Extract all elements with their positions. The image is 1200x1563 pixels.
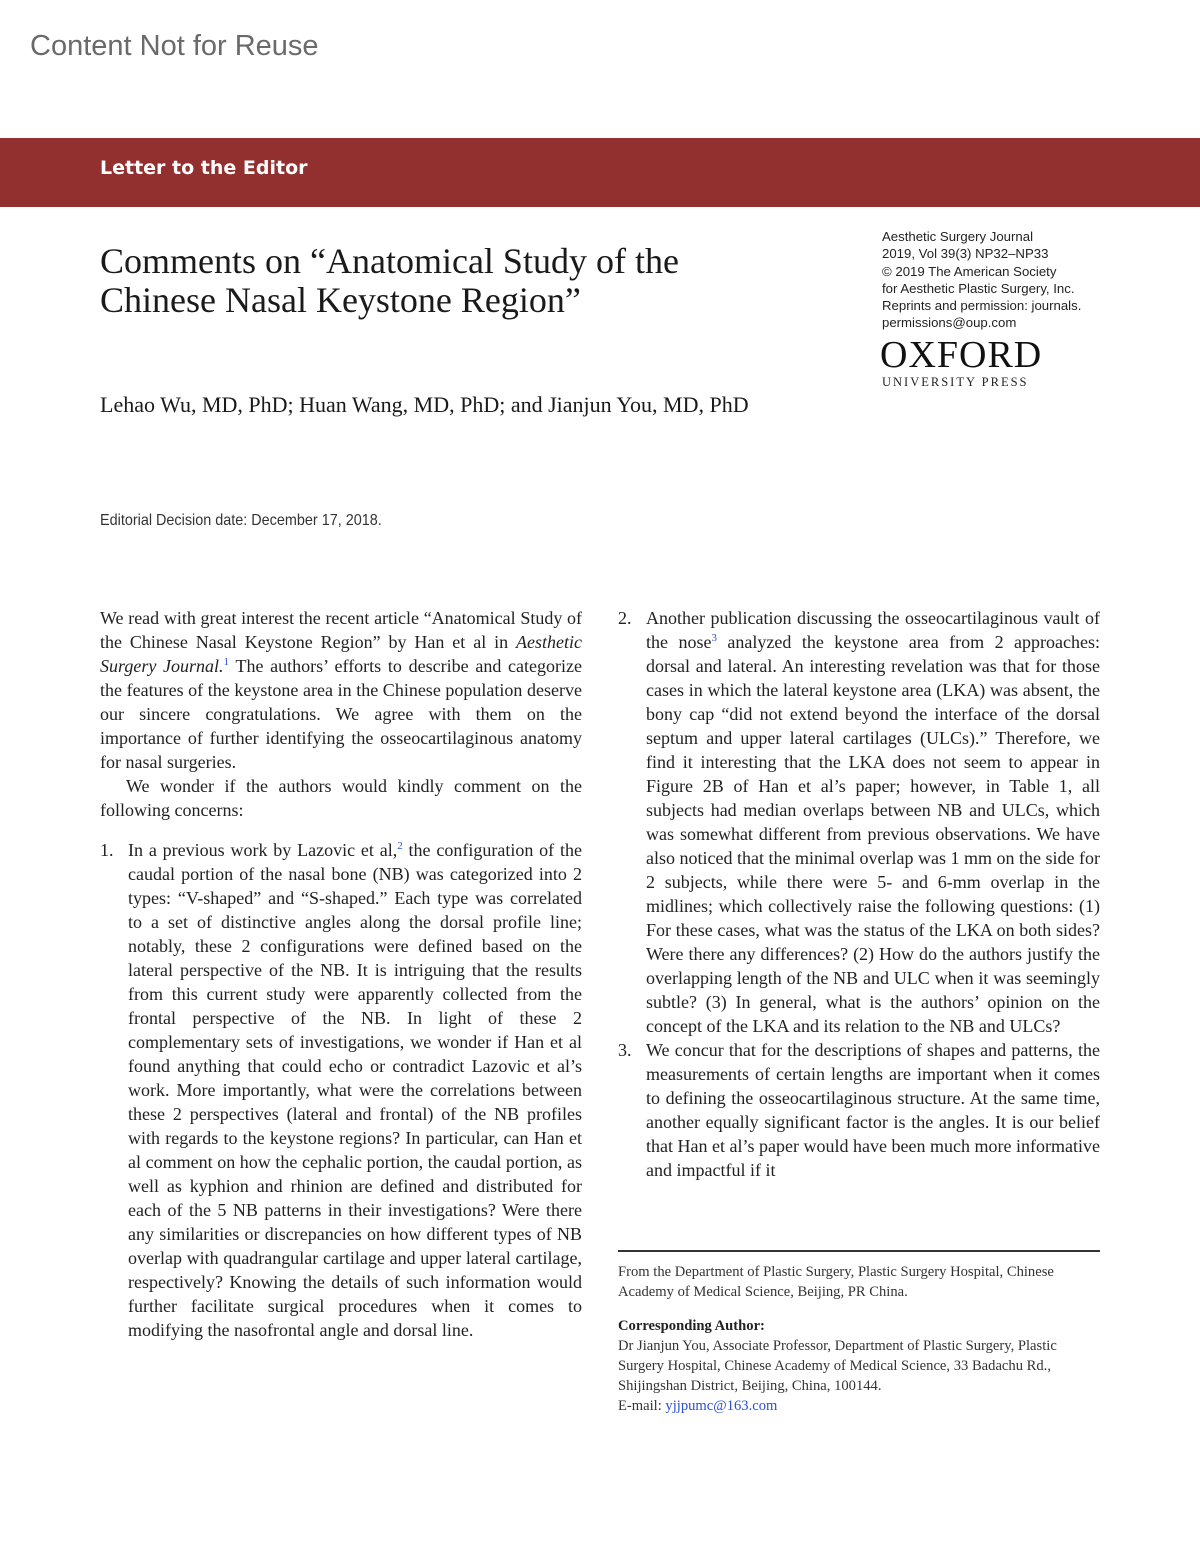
paragraph: We wonder if the authors would kindly comment on the following concerns: — [100, 776, 582, 820]
text: The authors’ efforts to describe and categorize the features of the keystone area in the Chinese population deserve our sincere congratulations. We agree with them on the importance of further identifying the osseocartilaginous anatomy for nasal surgeries. — [100, 656, 582, 772]
decision-date: Editorial Decision date: December 17, 2018. — [100, 512, 382, 529]
meta-line: Reprints and permission: journals. — [882, 298, 1082, 314]
paragraph — [100, 606, 582, 774]
left-column — [100, 606, 582, 1342]
authors: Lehao Wu, MD, PhD; Huan Wang, MD, PhD; and Jianjun You, MD, PhD — [100, 392, 749, 417]
watermark: Content Not for Reuse — [30, 30, 319, 62]
text: We read with great interest the recent article “Anatomical Study of the Chinese Nasal Keystone Region” by Han et al in — [100, 608, 582, 652]
corresponding-label: Corresponding Author: — [618, 1318, 765, 1334]
article-title — [100, 242, 820, 320]
list-item — [618, 1038, 1100, 1182]
corresponding-author: Dr Jianjun You, Associate Professor, Department of Plastic Surgery, Plastic Surgery Hospital, Chinese Academy of Medical Science, 33 Badachu Rd., Shijingshan District, Beijing, China, 100144. — [618, 1338, 1057, 1394]
list-number: 3. — [618, 1040, 632, 1060]
meta-line: © 2019 The American Society — [882, 263, 1057, 279]
section-label: Letter to the Editor — [100, 157, 308, 179]
affiliation: From the Department of Plastic Surgery, Plastic Surgery Hospital, Chinese Academy of Medical Science, Beijing, PR China. — [618, 1264, 1054, 1300]
reference-link[interactable]: 3 — [711, 632, 717, 644]
reference-link[interactable]: 1 — [223, 656, 230, 668]
text: We concur that for the descriptions of shapes and patterns, the measurements of certain lengths are important when it comes to defining the osseocartilaginous structure. At the same time, another equally significant factor is the angles. It is our belief that Han et al’s paper would have been much more informative and impactful if it — [646, 1040, 1100, 1180]
list-item — [618, 606, 1100, 1038]
list-item — [100, 838, 582, 1342]
oup-logo-sub: UNIVERSITY PRESS — [882, 375, 1029, 389]
journal-meta — [882, 228, 1081, 332]
text: In a previous work by Lazovic et al, — [128, 840, 398, 860]
footnote — [618, 1250, 1100, 1416]
oxford-logo: OXFORD — [880, 334, 1043, 376]
meta-line: permissions@oup.com — [882, 315, 1017, 331]
email-label: E-mail: — [618, 1398, 666, 1414]
section-band — [0, 138, 1200, 207]
text: Another publication discussing the osseocartilaginous vault of the nose — [646, 608, 1100, 652]
right-column — [618, 606, 1100, 1182]
email-link[interactable]: yjjpumc@163.com — [665, 1398, 778, 1414]
journal-name: Aesthetic Surgery Journal. — [100, 632, 582, 676]
meta-line: 2019, Vol 39(3) NP32–NP33 — [882, 246, 1049, 262]
reference-link[interactable]: 2 — [397, 840, 403, 852]
meta-line: for Aesthetic Plastic Surgery, Inc. — [882, 280, 1075, 296]
meta-line: Aesthetic Surgery Journal — [882, 229, 1033, 244]
text: the configuration of the caudal portion of the nasal bone (NB) was categorized into 2 types: “V-shaped” and “S-shaped.” Each type was correlated to a set of distinctive angles along the dorsal profile line; notably, these 2 configurations were defined based on the lateral perspective of the NB. It is intriguing that the results from this current study were apparently collected from the frontal perspective of the NB. In light of these 2 complementary sets of investigations, we wonder if Han et al found anything that could echo or contradict Lazovic et al’s work. More importantly, what were the correlations between these 2 perspectives (lateral and frontal) of the NB profiles with regards to the keystone regions? In particular, can Han et al comment on how the cephalic portion, the caudal portion, as well as kyphion and rhinion are defined and distributed for each of the 5 NB patterns in their investigations? Were there any similarities or discrepancies on how different types of NB overlap with quadrangular cartilage and upper lateral cartilage, respectively? Knowing the details of such information would further facilitate surgical procedures when it comes to modifying the nasofrontal angle and dorsal line. — [128, 840, 582, 1340]
list-number: 2. — [618, 608, 632, 628]
text: analyzed the keystone area from 2 approaches: dorsal and lateral. An interesting revelation was that for those cases in which the lateral keystone area (LKA) was absent, the bony cap “did not extend beyond the interface of the dorsal septum and upper lateral cartilages (ULCs).” Therefore, we find it interesting that the LKA does not seem to appear in Figure 2B of Han et al’s paper; however, in Table 1, all subjects had median overlaps between NB and ULCs, which was somewhat different from previous observations. We have also noticed that the minimal overlap was 1 mm on the side for 2 subjects, while there were 5- and 6-mm overlap in the midlines; which collectively raise the following questions: (1) For these cases, what was the status of the LKA on both sides? Were there any differences? (2) How do the authors justify the overlapping length of the NB and ULC when it was seemingly subtle? (3) In general, what is the authors’ opinion on the concept of the LKA and its relation to the NB and ULCs? — [646, 632, 1101, 1036]
title-line: Chinese Nasal Keystone Region” — [100, 280, 581, 320]
list-number: 1. — [100, 840, 114, 860]
title-line: Comments on “Anatomical Study of the — [100, 241, 679, 281]
